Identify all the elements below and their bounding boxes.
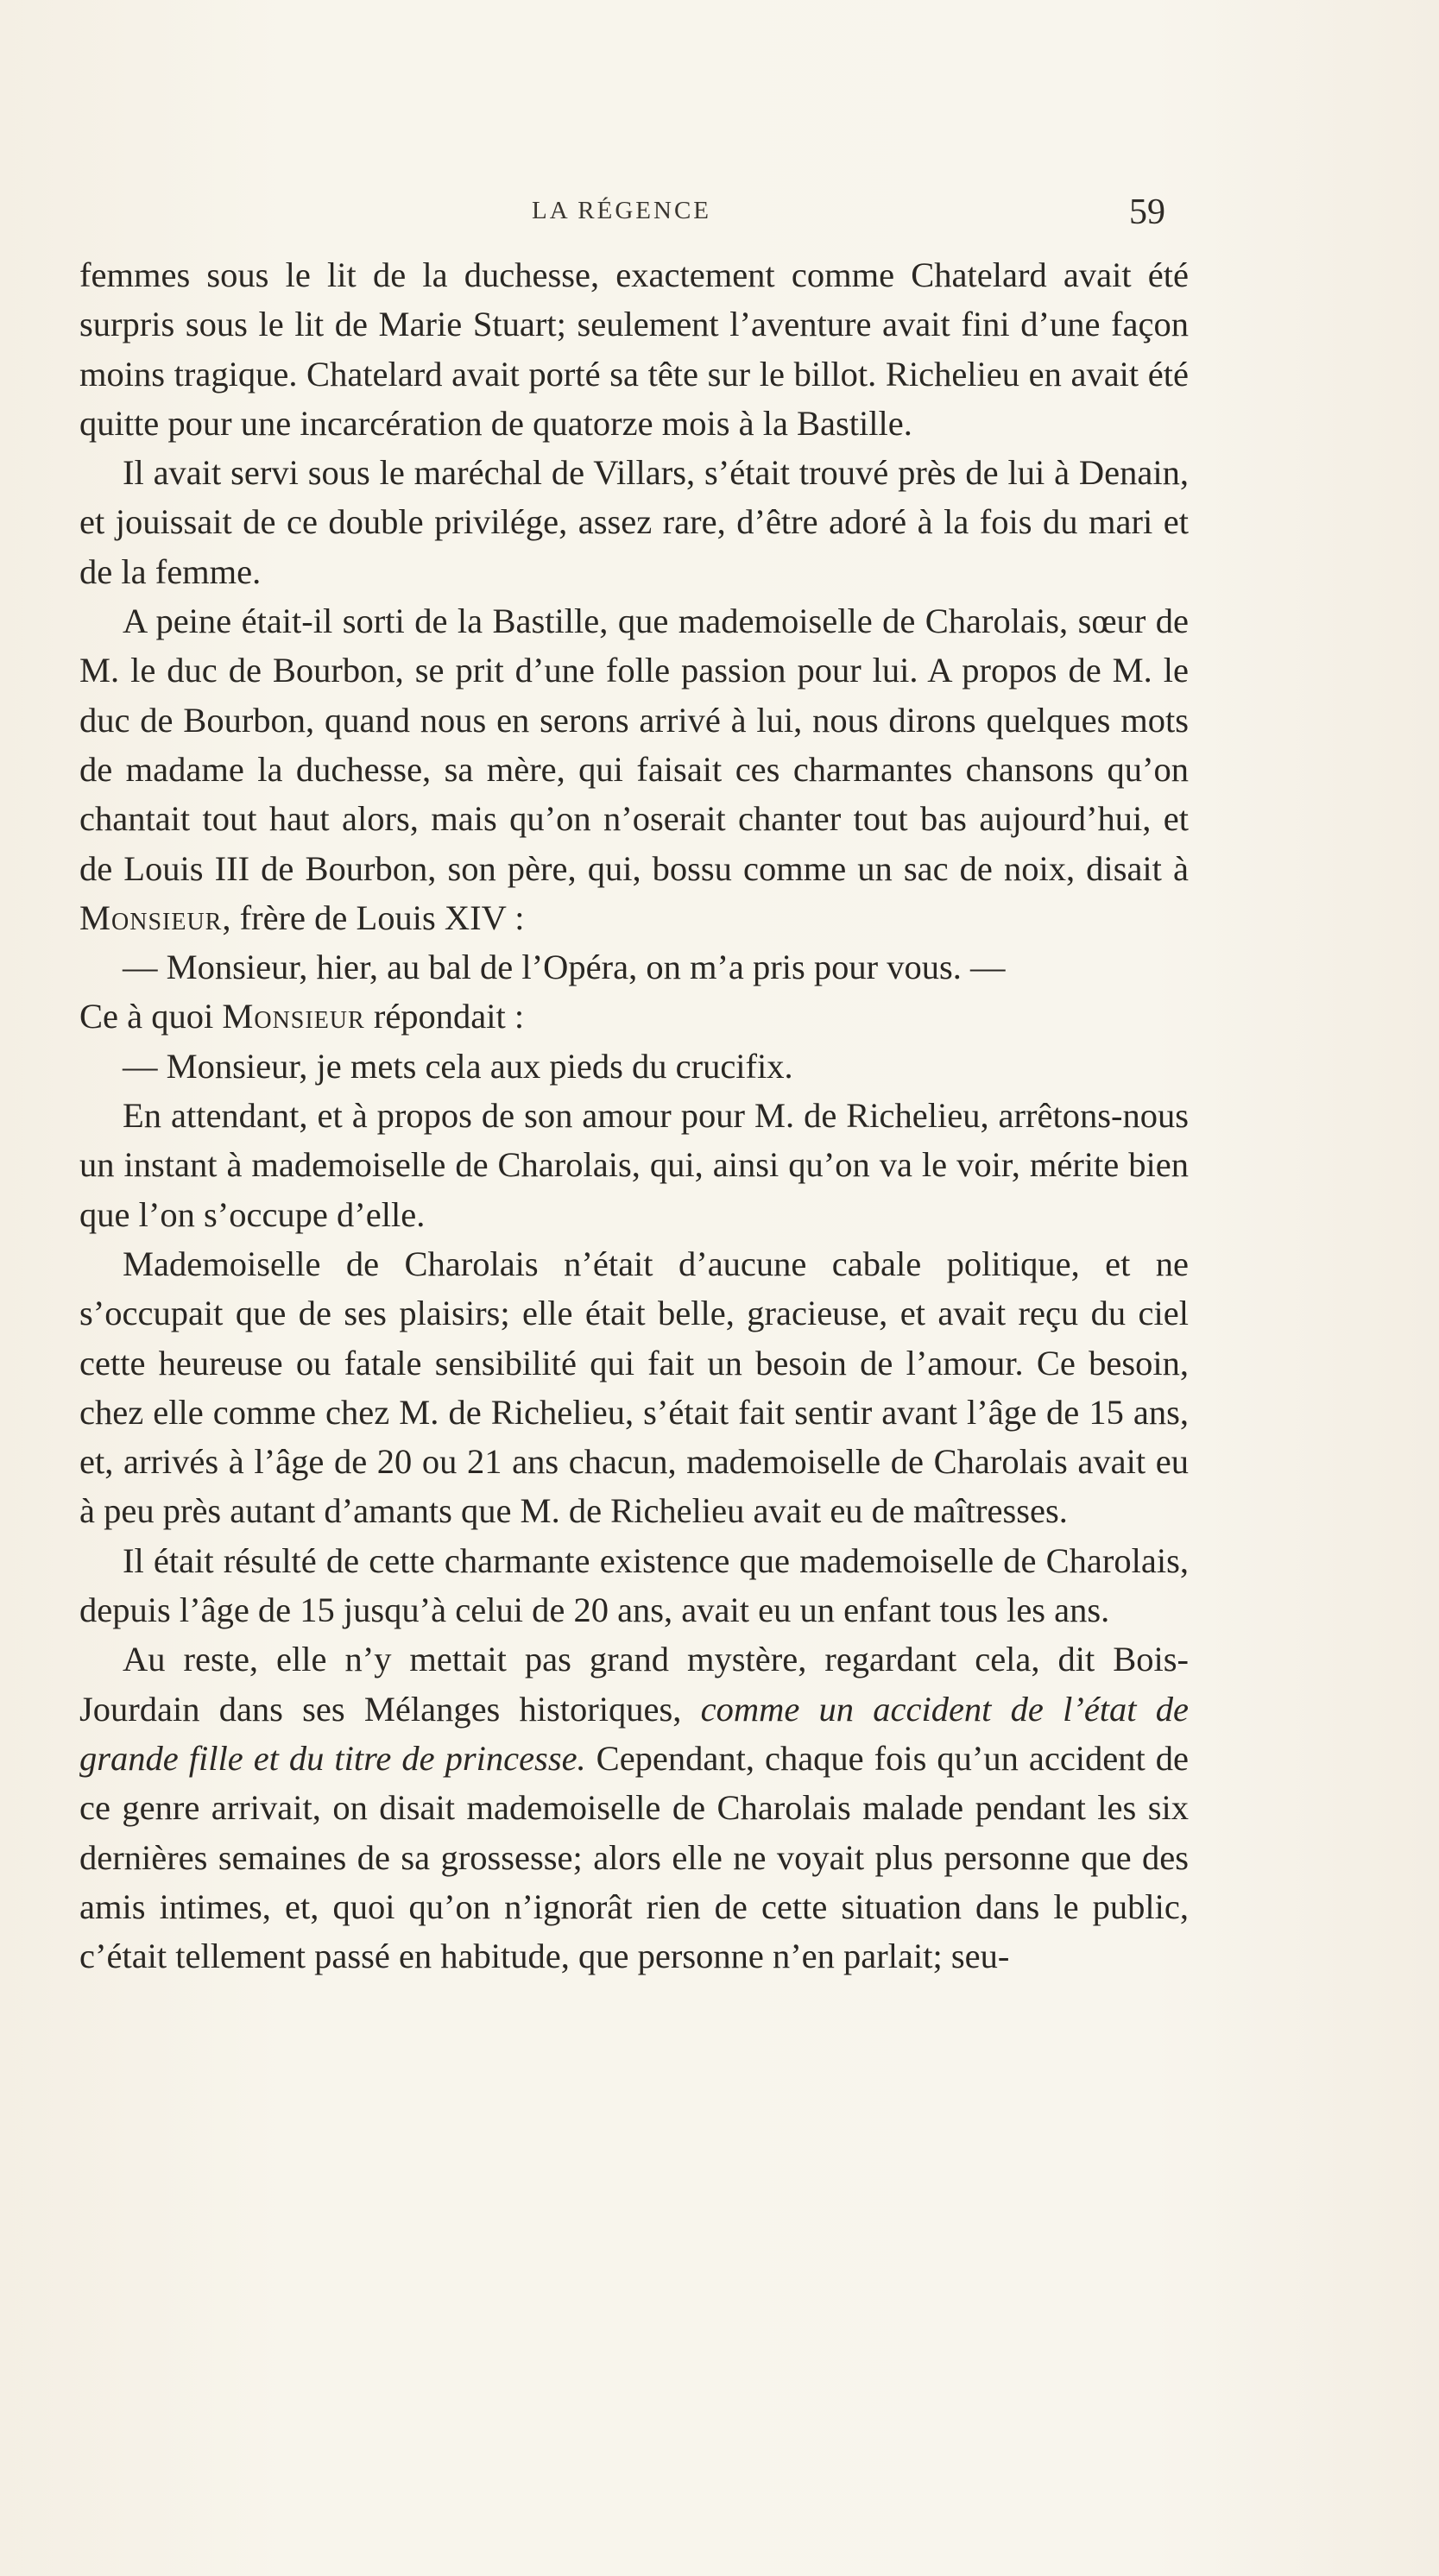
paragraph-p7 [79,1091,1189,1239]
paragraph-p9 [79,1536,1189,1635]
text-segment: Il était résulté de cette charmante existence que mademoiselle de Charolais, depuis l’âge de 15 jusqu’à celui de 20 ans, avait eu un enfant tous les ans. [79,1540,1189,1630]
text-segment: — Monsieur, hier, au bal de l’Opéra, on m’a pris pour vous. — [123,948,1006,987]
paragraph-p2 [79,448,1189,596]
text-segment: femmes sous le lit de la duchesse, exactement comme Chatelard avait été surpris sous le lit de Marie Stuart; seulement l’aventure avait fini d’une façon moins tragique. Chatelard avait porté sa tête sur le billot. Richelieu en avait été quitte pour une incarcération de quatorze mois à la Bastille. [79,255,1189,443]
text-segment: répondait : [364,997,525,1036]
text-segment: — Monsieur, je mets cela aux pieds du crucifix. [123,1046,793,1086]
paragraph-p4 [79,942,1189,992]
small-caps-text: Monsieur [79,898,223,937]
text-segment: A peine était-il sorti de la Bastille, que mademoiselle de Charolais, sœur de M. le duc de Bourbon, se prit d’une folle passion pour lui. A propos de M. le duc de Bourbon, quand nous en serons arrivé à lui, nous dirons quelques mots de madame la duchesse, sa mère, qui faisait ces charmantes chansons qu’on chantait tout haut alors, mais qu’on n’oserait chanter tout bas aujourd’hui, et de Louis III de Bourbon, son père, qui, bossu comme un sac de noix, disait à [79,601,1189,888]
text-segment: , frère de Louis XIV : [222,898,525,937]
paragraph-p6 [79,1042,1189,1091]
small-caps-text: Monsieur [222,997,365,1036]
paragraph-p10 [79,1634,1189,1981]
text-segment: Ce à quoi [79,997,223,1036]
text-segment: Mademoiselle de Charolais n’était d’aucune cabale politique, et ne s’occupait que de ses plaisirs; elle était belle, gracieuse, et avait reçu du ciel cette heureuse ou fatale sensibilité qui fait un besoin de l’amour. Ce besoin, chez elle comme chez M. de Richelieu, s’était fait sentir avant l’âge de 15 ans, et, arrivés à l’âge de 20 ou 21 ans chacun, mademoiselle de Charolais avait eu à peu près autant d’amants que M. de Richelieu avait eu de maîtresses. [79,1244,1189,1531]
paragraph-p8 [79,1239,1189,1536]
text-segment: Au reste, elle n’y mettait pas grand mystère, regardant cela, dit Bois-Jourdain dans ses Mélanges historiques, [79,1640,1189,1729]
paragraph-p1 [79,250,1189,448]
text-segment: En attendant, et à propos de son amour pour M. de Richelieu, arrêtons-nous un instant à mademoiselle de Charolais, qui, ainsi qu’on va le voir, mérite bien que l’on s’occupe d’elle. [79,1096,1189,1234]
paragraph-p5 [79,992,1189,1041]
running-title: LA RÉGENCE [531,197,712,224]
page-number: 59 [1129,192,1165,232]
text-segment: Il avait servi sous le maréchal de Villars, s’était trouvé près de lui à Denain, et jouissait de ce double privilége, assez rare, d’être adoré à la fois du mari et de la femme. [79,453,1189,591]
paragraph-p3 [79,596,1189,942]
italic-text: comme un accident de l’état de grande fille et du titre de princesse. [79,1689,1189,1778]
body-text [79,250,1189,1981]
text-segment: Cependant, chaque fois qu’un accident de ce genre arrivait, on disait mademoiselle de Charolais malade pendant les six dernières semaines de sa grossesse; alors elle ne voyait plus personne que des amis intimes, et, quoi qu’on n’ignorât rien de cette situation dans le public, c’était tellement passé en habitude, que personne n’en parlait; seu- [79,1738,1189,1976]
page-header [78,192,1165,249]
